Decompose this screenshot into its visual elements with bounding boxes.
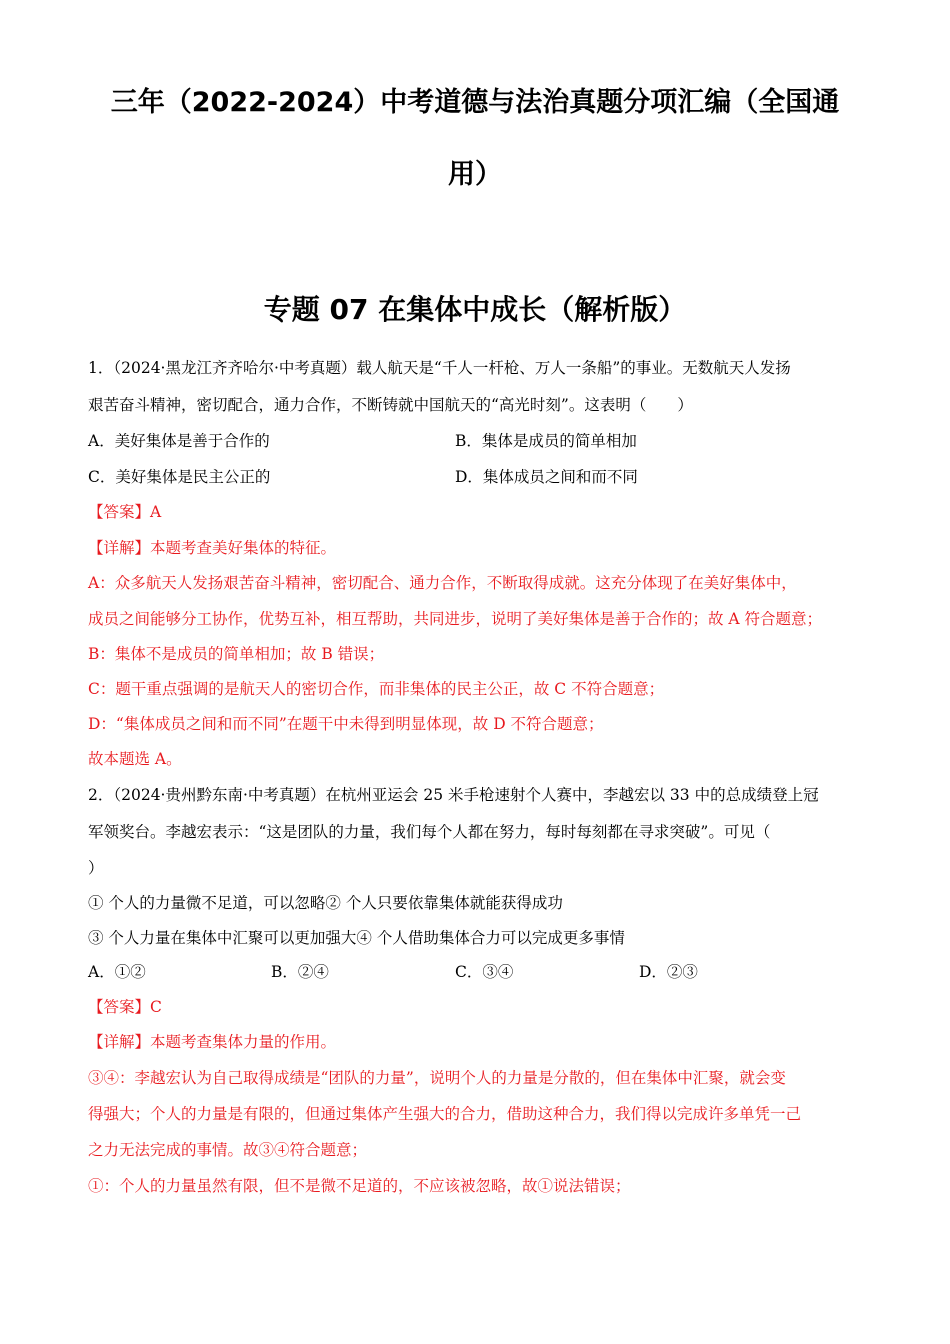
q1-detail: 【详解】本题考查美好集体的特征。 bbox=[88, 539, 337, 557]
q2-explanation-line2: 得强大；个人的力量是有限的，但通过集体产生强大的合力，借助这种合力，我们得以完成许多单凭一己 bbox=[88, 1105, 802, 1123]
q1-explanation-a-line2: 成员之间能够分工协作，优势互补，相互帮助，共同进步，说明了美好集体是善于合作的；故 A 符合题意； bbox=[88, 610, 823, 628]
q2-option-b: B．②④ bbox=[271, 963, 329, 981]
q2-explanation-line4: ①：个人的力量虽然有限，但不是微不足道的，不应该被忽略，故①说法错误； bbox=[88, 1177, 631, 1195]
q1-explanation-b: B：集体不是成员的简单相加；故 B 错误； bbox=[88, 645, 385, 663]
q2-option-c: C．③④ bbox=[455, 963, 514, 981]
q1-stem-line1: 1．（2024·黑龙江齐齐哈尔·中考真题）载人航天是“千人一杆枪、万人一条船”的事业。无数航天人发扬 bbox=[88, 359, 791, 377]
q1-explanation-d: D：“集体成员之间和而不同”在题干中未得到明显体现，故 D 不符合题意； bbox=[88, 715, 604, 733]
q2-stem-line1: 2．（2024·贵州黔东南·中考真题）在杭州亚运会 25 米手枪速射个人赛中，李越宏以 33 中的总成绩登上冠 bbox=[88, 786, 819, 804]
q2-option-d: D．②③ bbox=[639, 963, 698, 981]
q2-explanation-line1: ③④：李越宏认为自己取得成绩是“团队的力量”，说明个人的力量是分散的，但在集体中汇聚，就会变 bbox=[88, 1069, 786, 1087]
q1-explanation-c: C：题干重点强调的是航天人的密切合作，而非集体的民主公正，故 C 不符合题意； bbox=[88, 680, 665, 698]
q2-stem-line3: ） bbox=[88, 859, 104, 877]
q1-option-c: C．美好集体是民主公正的 bbox=[88, 468, 271, 486]
q2-detail: 【详解】本题考查集体力量的作用。 bbox=[88, 1033, 337, 1051]
q1-option-b: B．集体是成员的简单相加 bbox=[455, 432, 637, 450]
document-title-line2: 用） bbox=[448, 159, 502, 190]
q2-stem-line2: 军领奖台。李越宏表示：“这是团队的力量，我们每个人都在努力，每时每刻都在寻求突破”。可见（ bbox=[88, 823, 771, 841]
q2-option-a: A．①② bbox=[88, 963, 146, 981]
q1-option-d: D．集体成员之间和而不同 bbox=[455, 468, 638, 486]
q2-explanation-line3: 之力无法完成的事情。故③④符合题意； bbox=[88, 1141, 368, 1159]
document-title-line1: 三年（2022-2024）中考道德与法治真题分项汇编（全国通 bbox=[110, 87, 840, 118]
q2-statement-line1: ① 个人的力量微不足道，可以忽略② 个人只要依靠集体就能获得成功 bbox=[88, 894, 563, 912]
q1-option-a: A．美好集体是善于合作的 bbox=[88, 432, 270, 450]
q1-explanation-a-line1: A：众多航天人发扬艰苦奋斗精神，密切配合、通力合作，不断取得成就。这充分体现了在美好集体中， bbox=[88, 574, 797, 592]
q2-answer: 【答案】C bbox=[88, 998, 162, 1016]
section-subtitle: 专题 07 在集体中成长（解析版） bbox=[263, 293, 687, 326]
q2-statement-line2: ③ 个人力量在集体中汇聚可以更加强大④ 个人借助集体合力可以完成更多事情 bbox=[88, 929, 625, 947]
q1-conclusion: 故本题选 A。 bbox=[88, 750, 182, 768]
q1-answer: 【答案】A bbox=[88, 503, 162, 521]
q1-stem-line2: 艰苦奋斗精神，密切配合，通力合作，不断铸就中国航天的“高光时刻”。这表明（ ） bbox=[88, 396, 693, 414]
